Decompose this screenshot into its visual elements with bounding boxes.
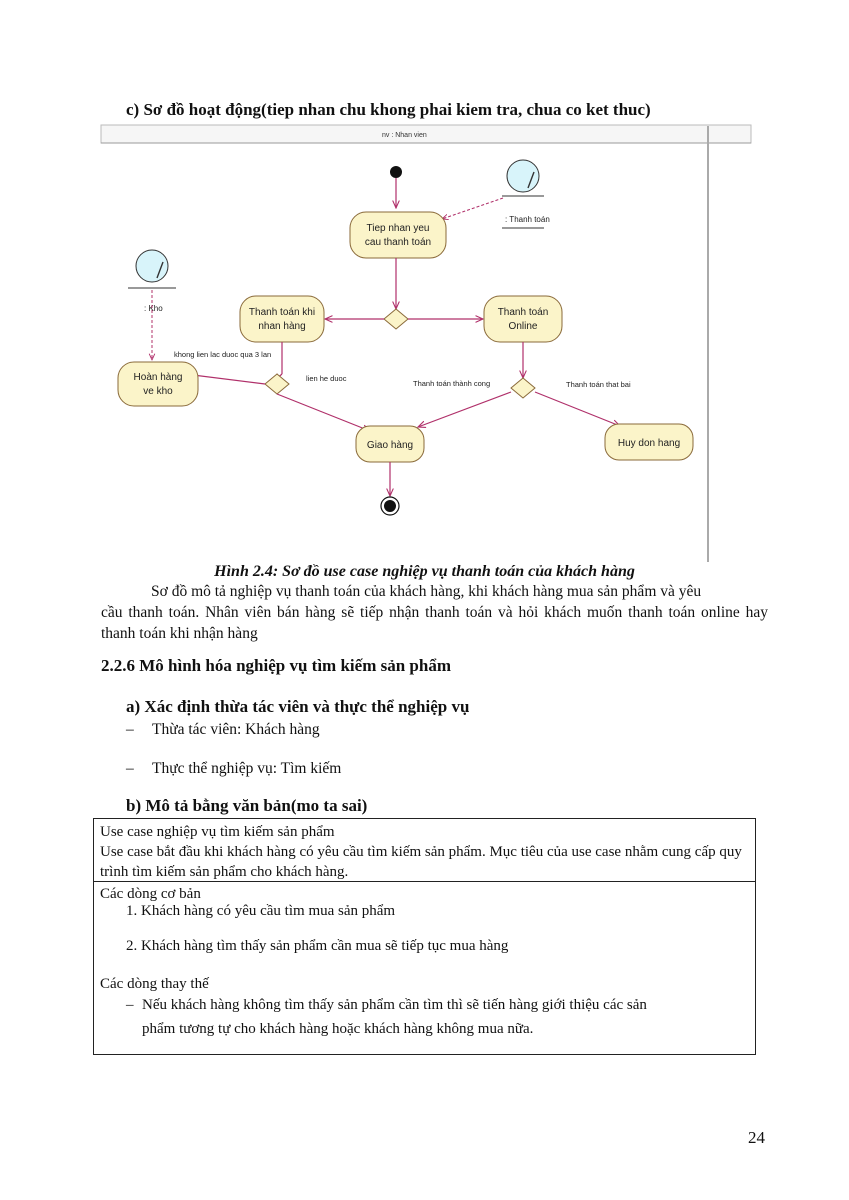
section-heading-226: 2.2.6 Mô hình hóa nghiệp vụ tìm kiếm sản phẩm: [101, 656, 451, 675]
swimlane-frame: [101, 125, 751, 562]
activity-pay-on-receipt: [240, 296, 324, 342]
dash-bullet: –: [126, 721, 134, 738]
section-heading-c: c) Sơ đồ hoạt động(tiep nhan chu khong phai kiem tra, chua co ket thuc): [126, 100, 651, 119]
svg-text:cau thanh toán: cau thanh toán: [364, 237, 432, 248]
dash-bullet: –: [126, 760, 134, 777]
alt-flow-title: Các dòng thay thế: [100, 976, 209, 992]
decision-payment-result: [511, 378, 535, 398]
decision-contact: [265, 374, 289, 394]
svg-text:nhan hàng: nhan hàng: [258, 321, 306, 332]
paragraph-rest: cầu thanh toán. Nhân viên bán hàng sẽ tiếp nhận thanh toán và hỏi khách muốn thanh toán online hay thanh toán khi nhận hàng: [101, 604, 768, 642]
svg-text:Tiep nhan yeu: Tiep nhan yeu: [366, 223, 430, 234]
guard-pay-fail: Thanh toán that bai: [566, 380, 631, 389]
activity-diagram: [100, 124, 752, 564]
guard-no-contact: khong lien lac duoc qua 3 lan: [174, 350, 272, 359]
activity-deliver: [356, 426, 424, 462]
usecase-description: Use case bắt đầu khi khách hàng có yêu cầu tìm kiếm sản phẩm. Mục tiêu của use case nhằm cung cấp quy trình tìm kiếm sản phẩm cho khách hàng.: [100, 844, 742, 880]
figure-caption: Hình 2.4: Sơ đồ use case nghiệp vụ thanh toán của khách hàng: [214, 563, 635, 580]
svg-text:ve kho: ve kho: [143, 386, 173, 397]
usecase-flows-cell: [94, 882, 755, 904]
actor-payment-label: : Thanh toán: [505, 215, 550, 224]
paragraph-line-1: Sơ đồ mô tả nghiệp vụ thanh toán của khách hàng, khi khách hàng mua sản phẩm và yêu: [151, 583, 702, 600]
subheading-b: b) Mô tả bằng văn bản(mo ta sai): [126, 796, 368, 815]
decision-payment-method: [384, 309, 408, 329]
subheading-a: a) Xác định thừa tác viên và thực thể nghiệp vụ: [126, 697, 470, 716]
page-number: 24: [748, 1128, 765, 1147]
svg-text:Hoàn hàng: Hoàn hàng: [133, 372, 183, 383]
dash-bullet: –: [126, 997, 134, 1013]
activity-return-stock: [118, 362, 198, 406]
payment-dependency: [442, 198, 503, 219]
svg-text:Thanh toán khi: Thanh toán khi: [248, 307, 316, 318]
actor-stock-icon: [128, 250, 176, 288]
basic-flow-title: Các dòng cơ bản: [100, 886, 201, 902]
guard-pay-success: Thanh toán thành cong: [413, 379, 491, 388]
activity-cancel: [605, 424, 693, 460]
guard-contacted: lien he duoc: [306, 374, 347, 383]
list-item-entity: – Thực thể nghiệp vụ: Tìm kiếm: [126, 760, 342, 777]
actor-stock-label: : Kho: [144, 304, 163, 313]
svg-text:Thanh toán: Thanh toán: [497, 307, 549, 318]
usecase-title: Use case nghiệp vụ tìm kiếm sản phẩm: [100, 824, 335, 840]
list-item-actor: – Thừa tác viên: Khách hàng: [126, 721, 320, 738]
final-node: [381, 497, 399, 515]
svg-text:Online: Online: [508, 321, 538, 332]
alt-flow-item-1: – Nếu khách hàng không tìm thấy sản phẩm cần tìm thì sẽ tiến hàng giới thiệu các sản: [126, 997, 647, 1013]
activity-pay-online: [484, 296, 562, 342]
basic-flow-item-1: 1. Khách hàng có yêu cầu tìm mua sản phẩm: [126, 903, 396, 919]
svg-text:Giao hàng: Giao hàng: [366, 440, 414, 451]
alt-flow-item-1-cont: phẩm tương tự cho khách hàng hoặc khách hàng không mua nữa.: [142, 1021, 534, 1037]
svg-text:Huy don hang: Huy don hang: [617, 438, 681, 449]
activity-receive: [350, 212, 446, 258]
usecase-table: [93, 818, 756, 1055]
description-paragraph: [101, 581, 768, 644]
basic-flow-item-2: 2. Khách hàng tìm thấy sản phẩm cần mua sẽ tiếp tục mua hàng: [126, 938, 509, 954]
initial-node: [390, 166, 402, 178]
swimlane-label: nv : Nhan vien: [382, 132, 427, 139]
usecase-header-cell: [94, 819, 755, 882]
